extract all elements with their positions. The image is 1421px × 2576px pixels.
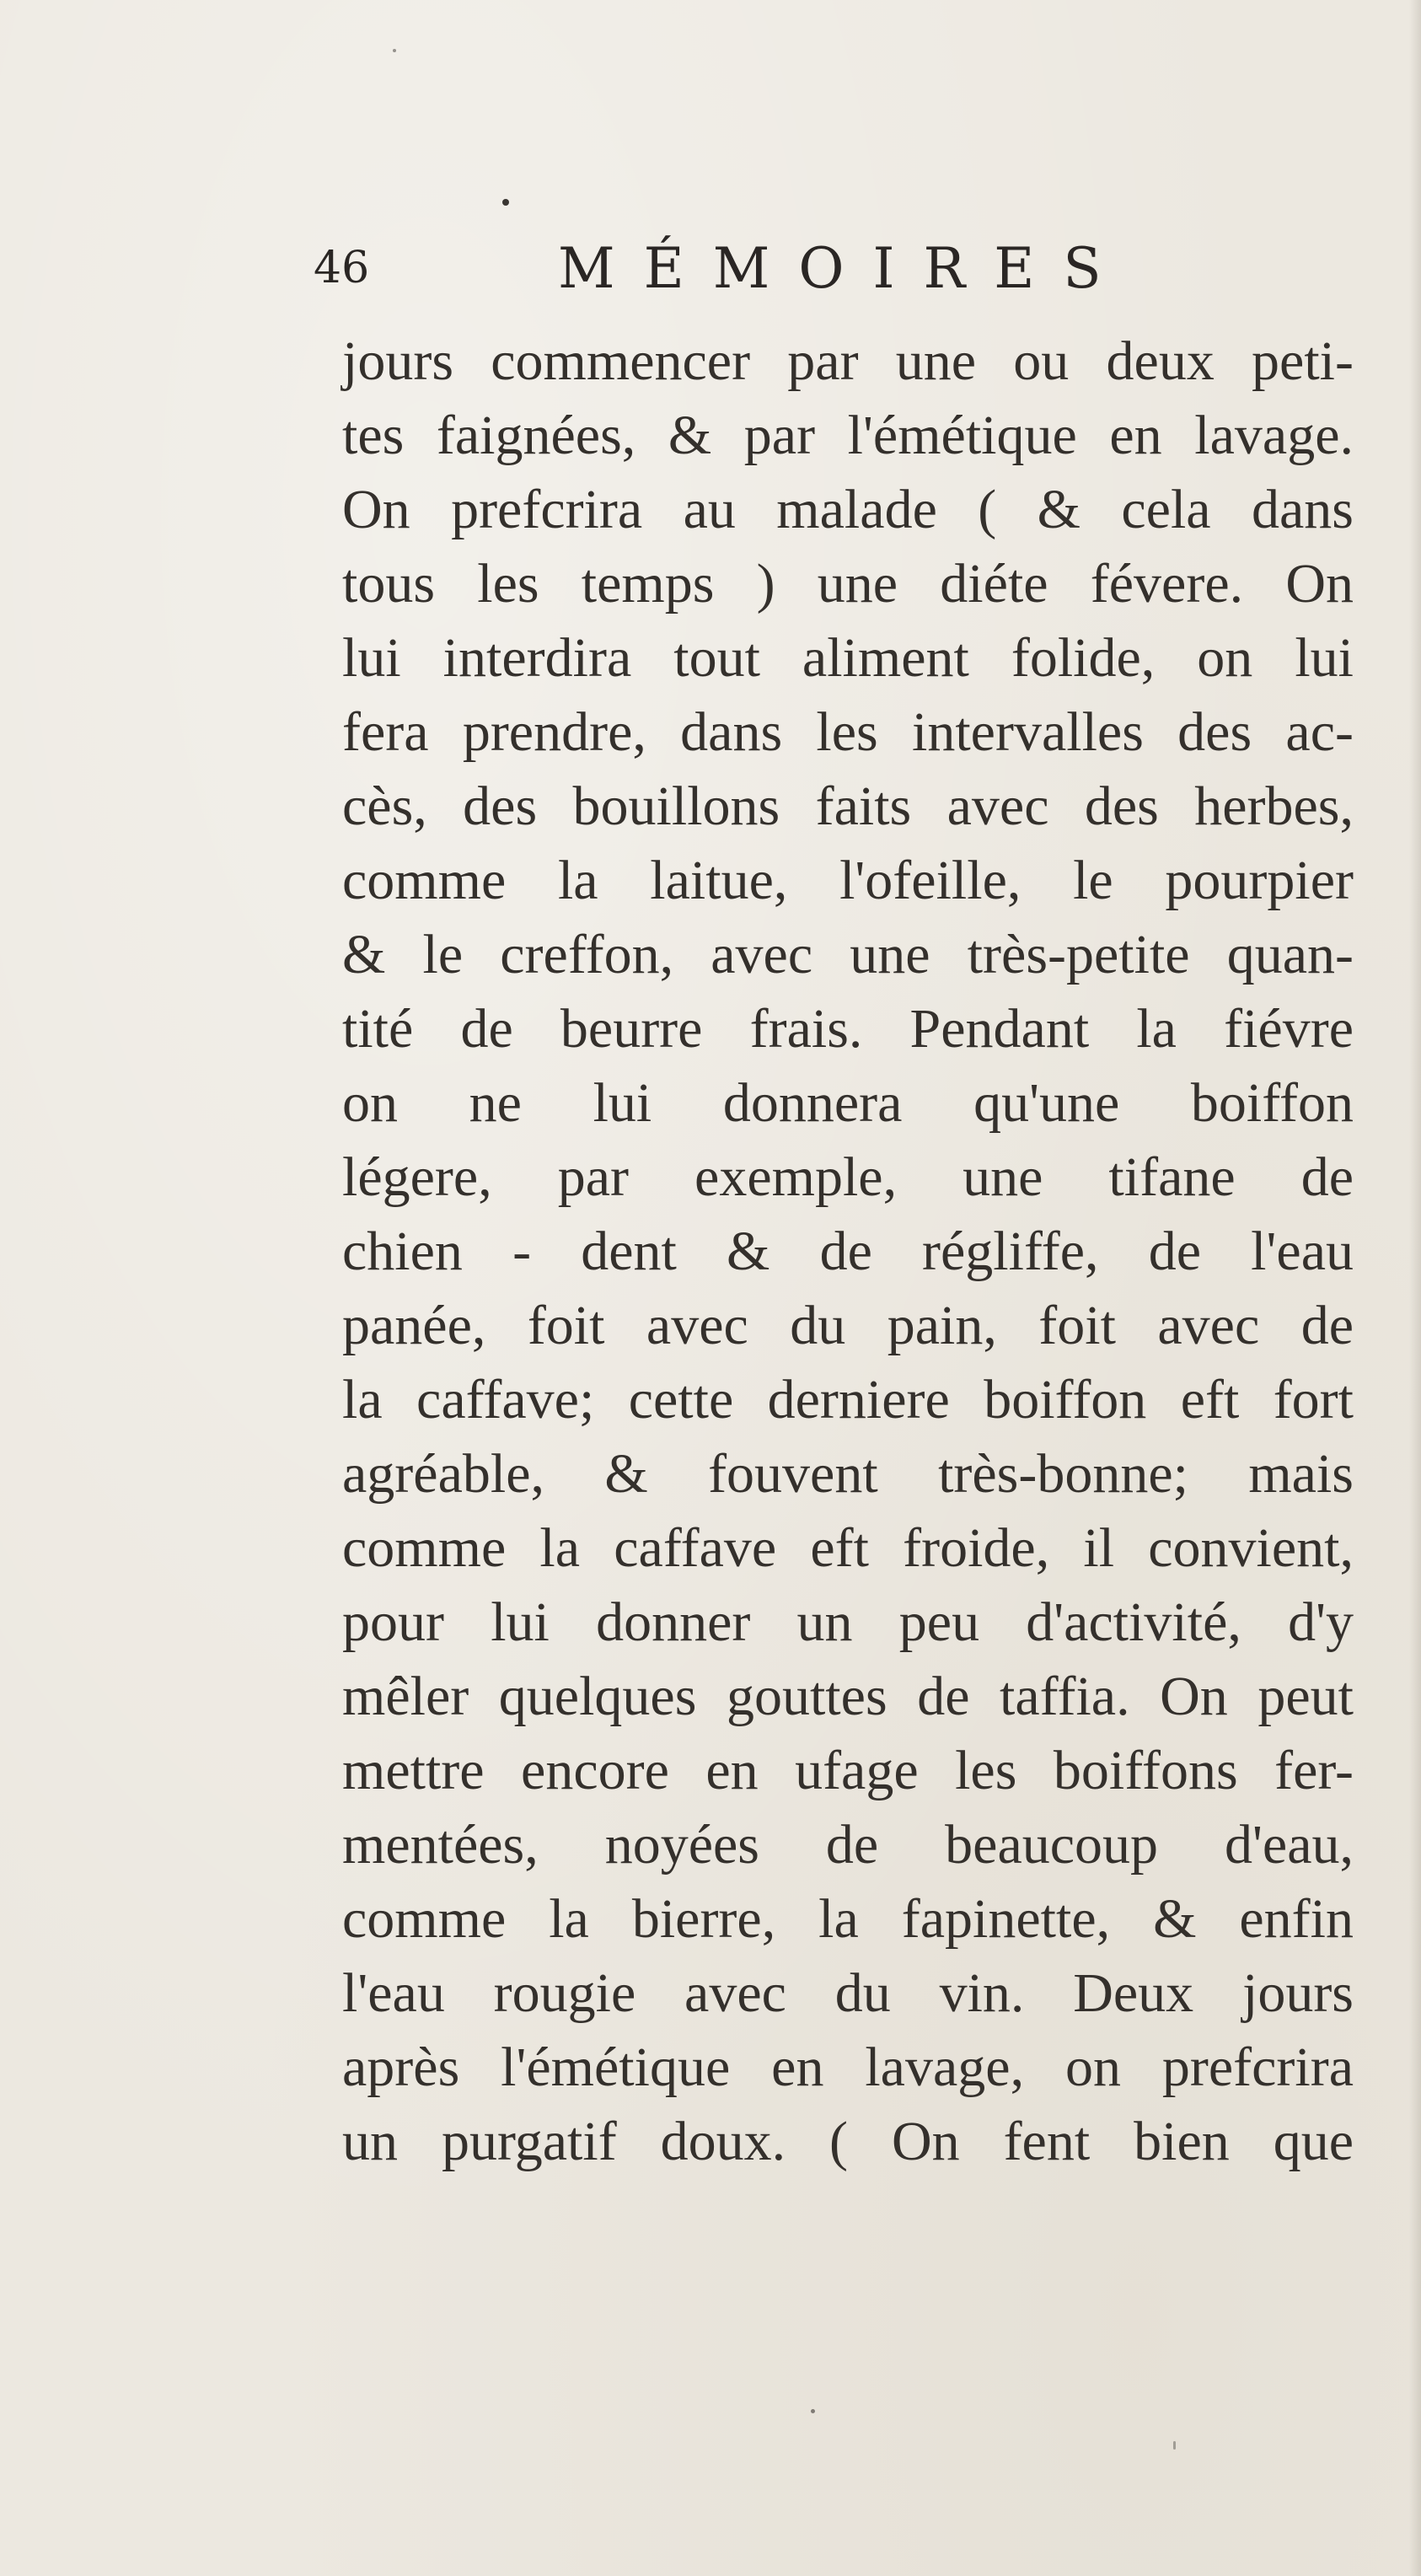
text-line: un purgatif doux. ( On fent bien que	[342, 2111, 1354, 2172]
text-line: tité de beurre frais. Pendant la fiévre	[342, 998, 1354, 1060]
text-line: légere, par exemple, une tifane de	[342, 1146, 1354, 1208]
paper-speck	[811, 2409, 815, 2413]
text-line: lui interdira tout aliment folide, on lui	[342, 627, 1354, 689]
text-line: tous les temps ) une diéte févere. On	[342, 553, 1354, 614]
page-header	[314, 236, 1139, 303]
paper-speck	[393, 49, 396, 52]
text-line: & le creffon, avec une très-petite quan-	[342, 924, 1354, 985]
paper-speck	[1173, 2441, 1176, 2450]
page-number: 46	[314, 243, 370, 293]
running-title: MÉMOIRES	[558, 236, 1130, 301]
text-line: cès, des bouillons faits avec des herbes,	[342, 775, 1354, 837]
text-line: tes faignées, & par l'émétique en lavage.	[342, 405, 1354, 466]
text-line: mêler quelques gouttes de taffia. On peut	[342, 1666, 1354, 1727]
text-line: chien - dent & de régliffe, de l'eau	[342, 1221, 1354, 1282]
text-line: panée, foit avec du pain, foit avec de	[342, 1295, 1354, 1356]
text-line: mettre encore en ufage les boiffons fer-	[342, 1740, 1354, 1801]
body-text	[342, 325, 1354, 2179]
text-line: comme la laitue, l'ofeille, le pourpier	[342, 850, 1354, 911]
text-line: On prefcrira au malade ( & cela dans	[342, 479, 1354, 540]
text-line: la caffave; cette derniere boiffon eft fort	[342, 1369, 1354, 1430]
text-line: comme la bierre, la fapinette, & enfin	[342, 1888, 1354, 1950]
text-line: on ne lui donnera qu'une boiffon	[342, 1072, 1354, 1134]
text-line: jours commencer par une ou deux peti-	[342, 330, 1354, 392]
page-edge-shadow	[1409, 0, 1421, 2576]
text-line: mentées, noyées de beaucoup d'eau,	[342, 1814, 1354, 1876]
paper-speck	[502, 199, 509, 206]
text-line: agréable, & fouvent très-bonne; mais	[342, 1443, 1354, 1505]
text-line: comme la caffave eft froide, il convient,	[342, 1517, 1354, 1579]
text-line: pour lui donner un peu d'activité, d'y	[342, 1591, 1354, 1653]
text-line: fera prendre, dans les intervalles des ac-	[342, 701, 1354, 763]
text-line: l'eau rougie avec du vin. Deux jours	[342, 1962, 1354, 2024]
text-line: après l'émétique en lavage, on prefcrira	[342, 2037, 1354, 2098]
